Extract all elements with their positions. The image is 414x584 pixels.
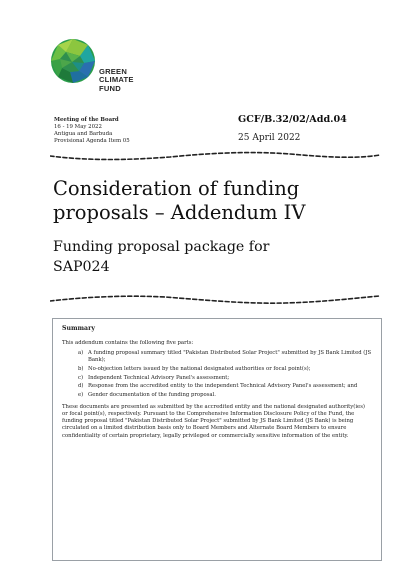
document-title [53, 177, 383, 225]
list-item-text: A funding proposal summary titled "Pakistan Distributed Solar Project" submitted by JS Bank Limited (JS Bank); [88, 350, 372, 364]
document-date: 25 April 2022 [238, 133, 301, 143]
list-marker: d) [78, 383, 84, 390]
logo-line: CLIMATE [99, 75, 134, 85]
list-item [62, 366, 372, 373]
subtitle-line: SAP024 [53, 259, 110, 275]
list-item [62, 375, 372, 382]
meeting-dates: 16 - 19 May 2022 [54, 124, 102, 130]
logo-wordmark [99, 68, 134, 93]
subtitle-line: Funding proposal package for [53, 239, 270, 255]
title-line: proposals – Addendum IV [53, 201, 306, 224]
globe-logo-icon [50, 38, 96, 84]
title-line: Consideration of funding [53, 177, 300, 200]
meeting-name: Meeting of the Board [54, 117, 119, 123]
list-marker: e) [78, 392, 84, 399]
list-item [62, 392, 372, 399]
list-item-text: Response from the accredited entity to the independent Technical Advisory Panel's assessment; and [88, 383, 358, 390]
list-item-text: Gender documentation of the funding proposal. [88, 392, 216, 399]
list-marker: b) [78, 365, 84, 372]
document-reference [238, 114, 378, 143]
document-id: GCF/B.32/02/Add.04 [238, 114, 347, 125]
summary-closing-paragraph: These documents are presented as submitted by the accredited entity and the national designated authority(ies) or focal point(s), respectively. Pursuant to the Comprehensive Information Disclosure Policy of the Fund, the funding proposal titled "Pakistan Distributed Solar Project" submitted by JS Bank Limited (JS Bank) is being circulated on a limited distribution basis only to Board Members and Alternate Board Members to ensure confidentiality of certain proprietary, legally privileged or commercially sensitive information of the entity. [62, 404, 365, 439]
wave-divider-top [50, 149, 380, 161]
agenda-item: Provisional Agenda Item 05 [54, 138, 130, 144]
meeting-info [54, 117, 214, 145]
list-item-text: Independent Technical Advisory Panel's assessment; [88, 374, 230, 381]
list-marker: a) [78, 350, 84, 357]
logo-line: GREEN [99, 67, 128, 76]
meeting-location: Antigua and Barbuda [54, 131, 113, 137]
wave-divider-bottom [50, 293, 380, 305]
logo-line: FUND [99, 83, 121, 93]
list-marker: c) [78, 374, 84, 381]
summary-heading: Summary [62, 325, 95, 332]
list-item-text: No-objection letters issued by the national designated authorities or focal point(s); [88, 365, 311, 372]
summary-list [62, 350, 372, 399]
gcf-logo [50, 38, 150, 98]
summary-intro: This addendum contains the following five parts: [62, 340, 194, 347]
summary-box [52, 318, 382, 561]
list-item [62, 383, 372, 390]
document-subtitle [53, 237, 383, 277]
list-item [62, 350, 372, 364]
